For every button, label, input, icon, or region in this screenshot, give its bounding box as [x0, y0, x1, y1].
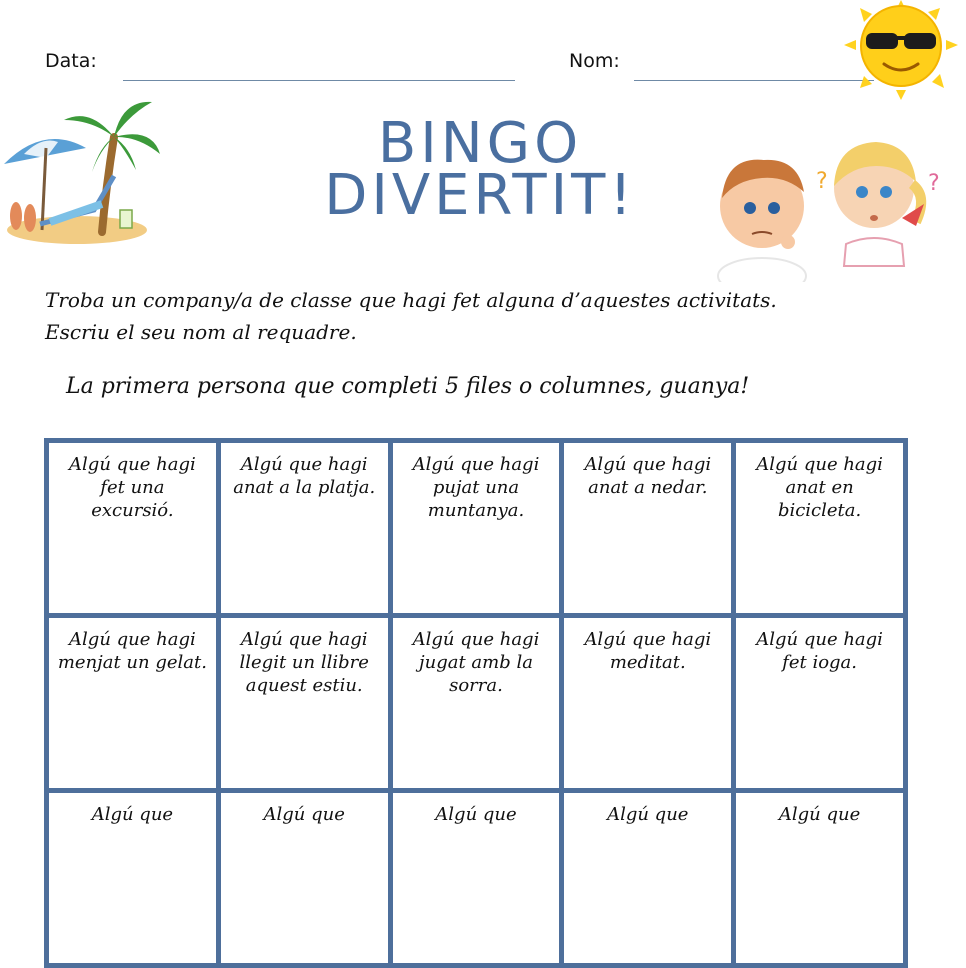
svg-text:?: ?	[816, 169, 828, 194]
beach-palm-icon	[2, 92, 162, 247]
bingo-cell[interactable]: Algú que hagi anat a la platja.	[221, 443, 393, 618]
bingo-cell[interactable]: Algú que	[49, 793, 221, 968]
bingo-grid	[44, 438, 908, 968]
bingo-cell[interactable]: Algú que	[736, 793, 908, 968]
bingo-cell[interactable]: Algú que hagi llegit un llibre aquest estiu.	[221, 618, 393, 793]
date-label: Data:	[45, 50, 97, 72]
bingo-cell[interactable]: Algú que hagi fet una excursió.	[49, 443, 221, 618]
bingo-cell[interactable]: Algú que hagi anat en bicicleta.	[736, 443, 908, 618]
name-label: Nom:	[569, 50, 620, 72]
instruction-line-3: La primera persona que completi 5 files o columnes, guanya!	[66, 374, 750, 399]
bingo-cell[interactable]: Algú que hagi menjat un gelat.	[49, 618, 221, 793]
svg-text:?: ?	[928, 171, 940, 196]
bingo-cell[interactable]: Algú que hagi fet ioga.	[736, 618, 908, 793]
bingo-cell[interactable]: Algú que hagi jugat amb la sorra.	[393, 618, 565, 793]
bingo-cell[interactable]: Algú que hagi anat a nedar.	[564, 443, 736, 618]
bingo-cell[interactable]: Algú que	[221, 793, 393, 968]
sun-with-sunglasses-icon	[840, 0, 962, 100]
name-field-line[interactable]	[634, 80, 874, 81]
page-title-line1: BINGO	[377, 111, 583, 176]
bingo-cell[interactable]: Algú que hagi meditat.	[564, 618, 736, 793]
instruction-line-2: Escriu el seu nom al requadre.	[45, 320, 357, 344]
bingo-cell[interactable]: Algú que	[393, 793, 565, 968]
date-field-line[interactable]	[123, 80, 515, 81]
thinking-kids-icon	[716, 126, 948, 282]
page-title-line2: DIVERTIT!	[324, 163, 636, 228]
bingo-cell[interactable]: Algú que hagi pujat una muntanya.	[393, 443, 565, 618]
instruction-line-1: Troba un company/a de classe que hagi fet alguna d’aquestes activitats.	[45, 288, 777, 312]
bingo-cell[interactable]: Algú que	[564, 793, 736, 968]
